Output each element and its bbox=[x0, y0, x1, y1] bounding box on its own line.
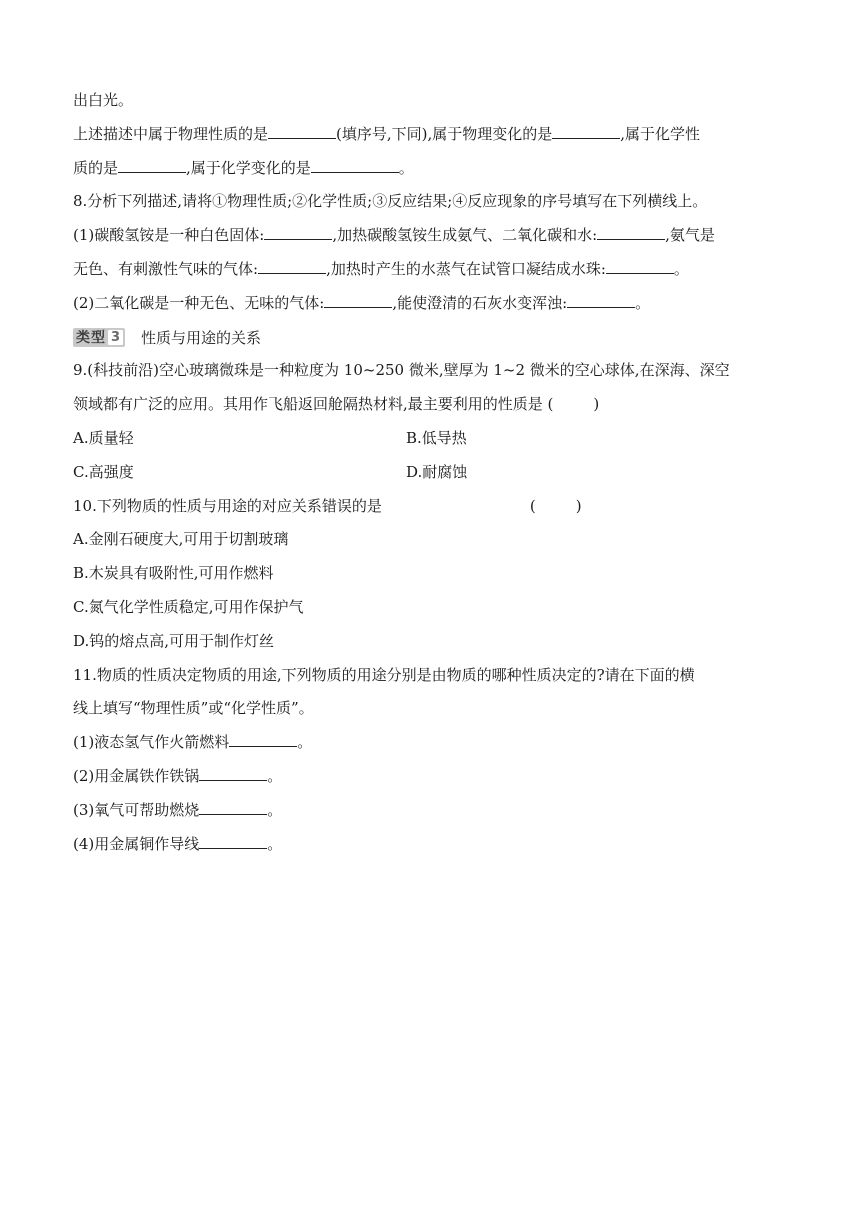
answer-blank[interactable] bbox=[199, 831, 267, 849]
text: 9.(科技前沿)空心玻璃微珠是一种粒度为 10~250 微米,壁厚为 1~2 微米的空心球体,在深海、深空 bbox=[73, 361, 730, 380]
badge-label: 类型 bbox=[76, 330, 106, 347]
text: D.钨的熔点高,可用于制作灯丝 bbox=[73, 631, 275, 650]
text: 10.下列物质的性质与用途的对应关系错误的是 bbox=[73, 496, 382, 515]
text-line bbox=[73, 388, 803, 422]
text: ,氨气是 bbox=[665, 226, 715, 245]
text: (1)碳酸氢铵是一种白色固体: bbox=[73, 226, 265, 245]
option-b bbox=[73, 557, 803, 591]
list-item bbox=[73, 726, 803, 760]
text-line bbox=[73, 84, 803, 118]
question-11-stem bbox=[73, 659, 803, 693]
text: 11.物质的性质决定物质的用途,下列物质的用途分别是由物质的哪种性质决定的?请在下面的横 bbox=[73, 665, 695, 684]
text: 领域都有广泛的应用。其用作飞船返回舱隔热材料,最主要利用的性质是 ( bbox=[73, 395, 554, 414]
answer-blank[interactable] bbox=[268, 121, 336, 139]
text: B.木炭具有吸附性,可用作燃料 bbox=[73, 564, 274, 583]
document-page bbox=[73, 84, 803, 861]
option-d: D.耐腐蚀 bbox=[406, 462, 468, 481]
answer-blank[interactable] bbox=[324, 290, 392, 308]
text: ,属于化学性 bbox=[620, 124, 701, 143]
options-row bbox=[73, 456, 803, 490]
text: (3)氧气可帮助燃烧 bbox=[73, 800, 200, 819]
text: 出白光。 bbox=[73, 91, 134, 109]
answer-blank[interactable] bbox=[552, 121, 620, 139]
answer-blank[interactable] bbox=[258, 256, 326, 274]
option-d bbox=[73, 625, 803, 659]
question-9-stem bbox=[73, 354, 803, 388]
text: (4)用金属铜作导线 bbox=[73, 834, 200, 853]
text-line bbox=[73, 219, 803, 253]
list-item bbox=[73, 794, 803, 828]
text: ,能使澄清的石灰水变浑浊: bbox=[392, 293, 568, 312]
text: 。 bbox=[635, 293, 651, 312]
answer-blank[interactable] bbox=[606, 256, 674, 274]
text: A.金刚石硬度大,可用于切割玻璃 bbox=[73, 530, 289, 549]
text: 。 bbox=[297, 733, 313, 752]
text: ) bbox=[593, 395, 600, 414]
text: (2)二氧化碳是一种无色、无味的气体: bbox=[73, 293, 325, 312]
text: ,加热碳酸氢铵生成氨气、二氧化碳和水: bbox=[332, 226, 598, 245]
option-b: B.低导热 bbox=[406, 428, 467, 447]
answer-blank[interactable] bbox=[118, 155, 186, 173]
list-item bbox=[73, 828, 803, 862]
text: ( bbox=[529, 496, 536, 515]
text: C.氮气化学性质稳定,可用作保护气 bbox=[73, 597, 304, 616]
text: 线上填写“物理性质”或“化学性质”。 bbox=[73, 699, 314, 718]
badge-number: 3 bbox=[108, 330, 123, 345]
option-a: A.质量轻 bbox=[73, 428, 134, 447]
text: ,属于化学变化的是 bbox=[186, 158, 311, 177]
answer-blank[interactable] bbox=[199, 763, 267, 781]
text: 上述描述中属于物理性质的是 bbox=[73, 124, 269, 143]
option-c: C.高强度 bbox=[73, 462, 134, 481]
answer-blank[interactable] bbox=[597, 222, 665, 240]
text-line bbox=[73, 152, 803, 186]
list-item bbox=[73, 760, 803, 794]
options-row bbox=[73, 422, 803, 456]
option-a bbox=[73, 523, 803, 557]
option-c bbox=[73, 591, 803, 625]
text: 。 bbox=[267, 834, 283, 853]
text: (1)液态氢气作火箭燃料 bbox=[73, 733, 230, 752]
text: ,加热时产生的水蒸气在试管口凝结成水珠: bbox=[326, 259, 606, 278]
text: (2)用金属铁作铁锅 bbox=[73, 766, 200, 785]
text-line bbox=[73, 287, 803, 321]
text: ) bbox=[575, 496, 582, 515]
text: 无色、有刺激性气味的气体: bbox=[73, 259, 259, 278]
text: 。 bbox=[398, 158, 414, 177]
text-line bbox=[73, 253, 803, 287]
answer-blank[interactable] bbox=[567, 290, 635, 308]
answer-blank[interactable] bbox=[311, 155, 399, 173]
section-title: 性质与用途的关系 bbox=[141, 328, 262, 347]
question-8-stem bbox=[73, 185, 803, 219]
text: 8.分析下列描述,请将①物理性质;②化学性质;③反应结果;④反应现象的序号填写在下列横线上。 bbox=[73, 192, 708, 211]
text: (填序号,下同),属于物理变化的是 bbox=[336, 124, 553, 143]
text: 。 bbox=[673, 259, 689, 278]
section-badge bbox=[73, 328, 125, 347]
text: 质的是 bbox=[73, 158, 119, 177]
text: 。 bbox=[267, 766, 283, 785]
answer-blank[interactable] bbox=[199, 797, 267, 815]
question-10-stem bbox=[73, 490, 803, 524]
text-line bbox=[73, 692, 803, 726]
answer-blank[interactable] bbox=[264, 222, 332, 240]
text-line bbox=[73, 118, 803, 152]
text: 。 bbox=[267, 800, 283, 819]
section-header bbox=[73, 321, 803, 355]
answer-blank[interactable] bbox=[229, 729, 297, 747]
